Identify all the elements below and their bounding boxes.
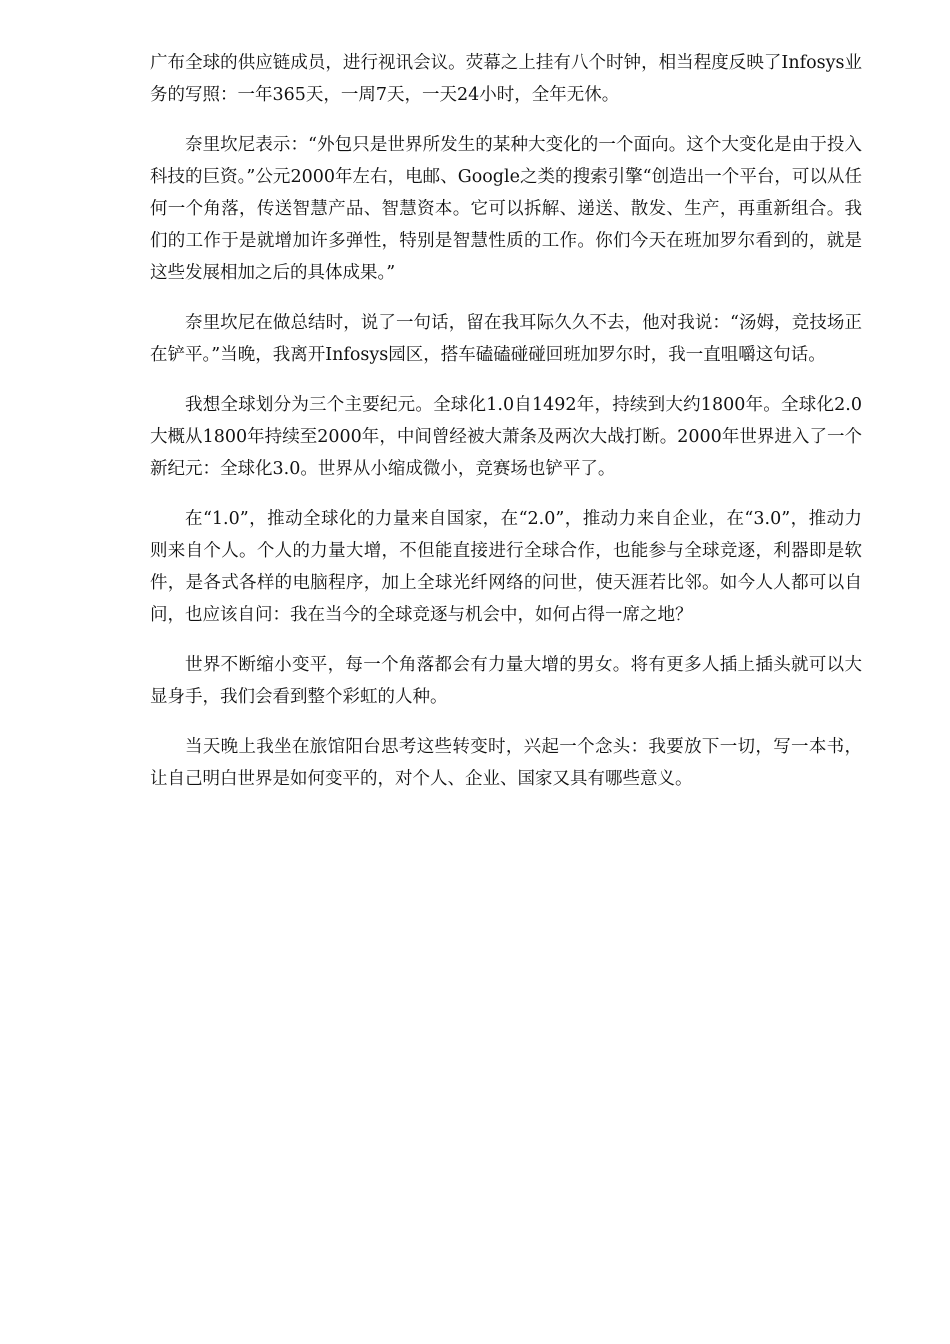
paragraph-6: 世界不断缩小变平，每一个角落都会有力量大增的男女。将有更多人插上插头就可以大显身手，我们会看到整个彩虹的人种。 xyxy=(150,655,862,707)
paragraph-2: 奈里坎尼表示：“外包只是世界所发生的某种大变化的一个面向。这个大变化是由于投入科技的巨资。”公元2000年左右，电邮、Google之类的搜索引擎“创造出一个平台，可以从任何一个角落，传送智慧产品、智慧资本。它可以拆解、递送、散发、生产，再重新组合。我们的工作于是就增加许多弹性，特别是智慧性质的工作。你们今天在班加罗尔看到的，就是这些发展相加之后的具体成果。” xyxy=(150,135,862,283)
paragraph-1: 广布全球的供应链成员，进行视讯会议。荧幕之上挂有八个时钟，相当程度反映了Infosys业务的写照：一年365天，一周7天，一天24小时，全年无休。 xyxy=(150,53,862,105)
paragraph-3: 奈里坎尼在做总结时，说了一句话，留在我耳际久久不去，他对我说：“汤姆，竞技场正在铲平。”当晚，我离开Infosys园区，搭车磕磕碰碰回班加罗尔时，我一直咀嚼这句话。 xyxy=(150,313,862,365)
paragraph-7: 当天晚上我坐在旅馆阳台思考这些转变时，兴起一个念头：我要放下一切，写一本书，让自己明白世界是如何变平的，对个人、企业、国家又具有哪些意义。 xyxy=(150,737,862,789)
paragraph-4: 我想全球划分为三个主要纪元。全球化1.0自1492年，持续到大约1800年。全球化2.0大概从1800年持续至2000年，中间曾经被大萧条及两次大战打断。2000年世界进入了一个新纪元：全球化3.0。世界从小缩成微小，竞赛场也铲平了。 xyxy=(150,395,862,479)
document-body xyxy=(150,47,862,813)
paragraph-5: 在“1.0”，推动全球化的力量来自国家，在“2.0”，推动力来自企业，在“3.0”，推动力则来自个人。个人的力量大增，不但能直接进行全球合作，也能参与全球竞逐，利器即是软件，是各式各样的电脑程序，加上全球光纤网络的问世，使天涯若比邻。如今人人都可以自问，也应该自问：我在当今的全球竞逐与机会中，如何占得一席之地？ xyxy=(150,509,862,625)
